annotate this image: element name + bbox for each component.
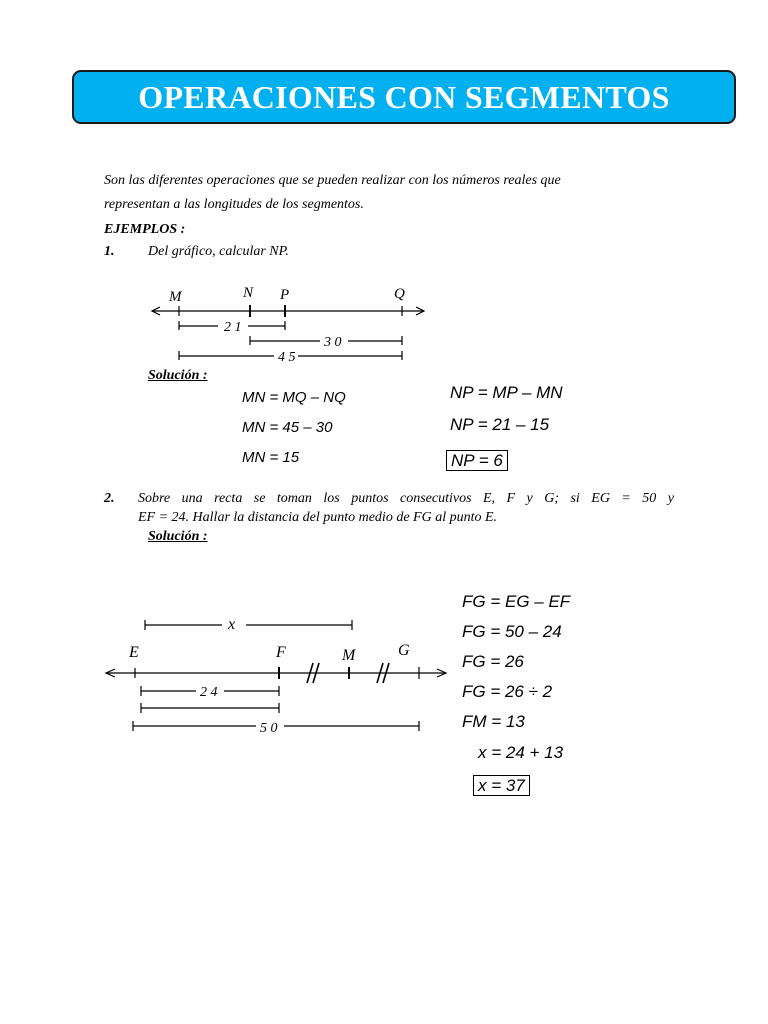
length-50: 5 0 [260, 721, 278, 736]
label-g: G [398, 642, 410, 659]
page-title: OPERACIONES CON SEGMENTOS [138, 78, 670, 115]
label-e: E [129, 644, 139, 661]
ex1-answer: NP = 6 [446, 450, 508, 471]
label-m-mid: M [342, 647, 356, 664]
intro-line-2: representan a las longitudes de los segmentos. [104, 197, 364, 212]
length-21: 2 1 [224, 320, 242, 335]
ex2-step-1: FG = EG – EF [462, 592, 571, 611]
examples-heading: EJEMPLOS : [104, 222, 186, 237]
label-m: M [169, 289, 182, 305]
ex2-step-6: x = 24 + 13 [478, 743, 564, 762]
ex1-right-step-1: NP = MP – MN [450, 383, 563, 402]
ex1-step-2: MN = 45 – 30 [242, 419, 333, 436]
solution-label-1: Solución : [148, 368, 208, 383]
example-1-number: 1. [104, 244, 115, 259]
length-24: 2 4 [200, 685, 218, 700]
ex2-answer-box [473, 776, 530, 796]
label-p: P [280, 287, 290, 303]
example-2-number: 2. [104, 491, 115, 506]
label-f: F [276, 644, 286, 661]
length-45: 4 5 [278, 350, 296, 365]
ex1-right-step-2: NP = 21 – 15 [450, 415, 550, 434]
label-n: N [243, 285, 254, 301]
ex2-step-3: FG = 26 [462, 652, 524, 671]
ex2-step-2: FG = 50 – 24 [462, 622, 562, 641]
ex2-step-5: FM = 13 [462, 712, 525, 731]
example-2-prompt-line-2: EF = 24. Hallar la distancia del punto medio de FG al punto E. [138, 510, 498, 525]
ex2-answer: x = 37 [473, 775, 530, 796]
length-30: 3 0 [324, 335, 342, 350]
ex1-answer-box [446, 451, 508, 471]
ex1-step-1: MN = MQ – NQ [242, 389, 346, 406]
example-2-prompt-line-1: Sobre una recta se toman los puntos consecutivos E, F y G; si EG = 50 y [138, 491, 674, 506]
length-x: x [228, 616, 236, 633]
solution-label-2: Solución : [148, 529, 208, 544]
intro-line-1: Son las diferentes operaciones que se pueden realizar con los números reales que [104, 173, 561, 188]
ex1-step-3: MN = 15 [242, 449, 300, 466]
example-1-prompt: Del gráfico, calcular NP. [148, 244, 289, 259]
label-q: Q [394, 286, 405, 302]
ex2-step-4: FG = 26 ÷ 2 [462, 682, 553, 701]
